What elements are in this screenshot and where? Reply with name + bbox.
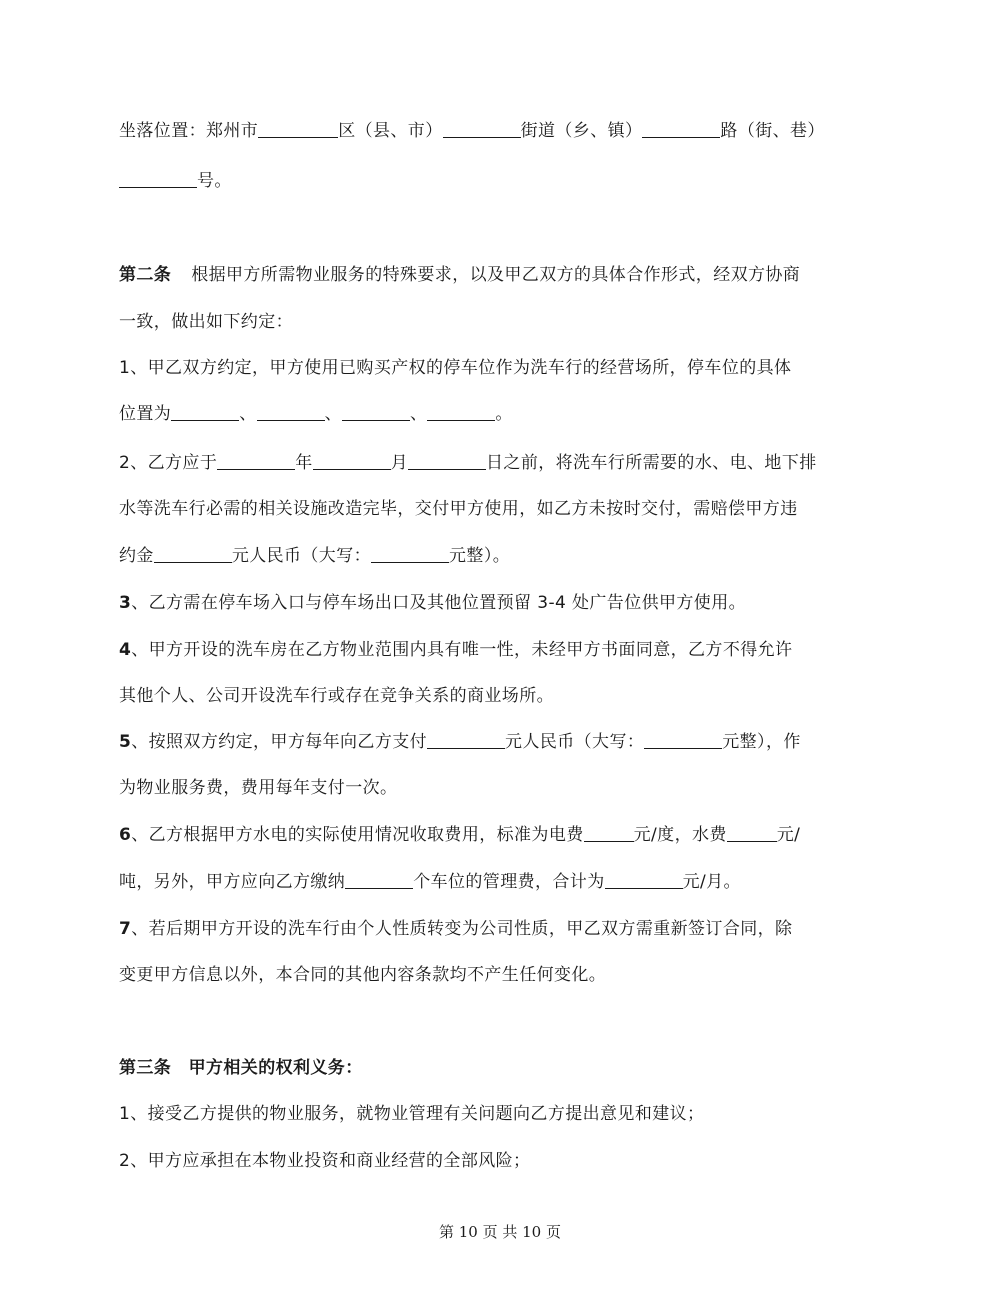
- article3-heading: 第三条 甲方相关的权利义务：: [119, 1058, 363, 1078]
- blank-road[interactable]: [642, 119, 720, 138]
- article2-item5-line-2: 为物业服务费，费用每年支付一次。: [119, 778, 398, 798]
- article2-item7-line-2: 变更甲方信息以外，本合同的其他内容条款均不产生任何变化。: [119, 965, 607, 985]
- location-city-label: 坐落位置：郑州市: [119, 121, 259, 141]
- article2-intro-line-2: 一致，做出如下约定：: [119, 312, 293, 332]
- article2-item1-line-2: 位置为 、 、 、 。: [119, 404, 513, 424]
- article2-heading: 第二条: [119, 265, 172, 285]
- blank-day[interactable]: [408, 451, 486, 470]
- page-number-footer: 第 10 页 共 10 页: [438, 1223, 561, 1241]
- blank-month[interactable]: [313, 451, 391, 470]
- blank-penalty-amount[interactable]: [154, 544, 232, 563]
- location-line-2: [119, 169, 232, 193]
- blank-position-2[interactable]: [257, 402, 325, 421]
- location-line-1: [119, 119, 825, 143]
- blank-water-rate[interactable]: [727, 823, 777, 842]
- article2-item2-line-3: 约金 元人民币（大写： 元整）。: [119, 546, 511, 566]
- article2-intro-line-1: 第二条 根据甲方所需物业服务的特殊要求，以及甲乙双方的具体合作形式，经双方协商: [119, 265, 801, 285]
- article2-item4-line-1: 4、甲方开设的洗车房在乙方物业范围内具有唯一性，未经甲方书面同意，乙方不得允许: [119, 640, 793, 660]
- blank-electricity-rate[interactable]: [584, 823, 634, 842]
- article2-item6-line-1: 6、乙方根据甲方水电的实际使用情况收取费用，标准为电费 元/度，水费 元/: [119, 825, 801, 845]
- blank-fee-amount[interactable]: [427, 730, 505, 749]
- blank-year[interactable]: [217, 451, 295, 470]
- blank-spaces-count[interactable]: [345, 870, 413, 889]
- location-road-label: 路（街、巷）: [720, 121, 825, 141]
- article2-item7-line-1: 7、若后期甲方开设的洗车行由个人性质转变为公司性质，甲乙双方需重新签订合同，除: [119, 919, 793, 939]
- blank-position-1[interactable]: [171, 402, 239, 421]
- article2-item5-line-1: 5、按照双方约定，甲方每年向乙方支付 元人民币（大写： 元整），作: [119, 732, 801, 752]
- article2-item4-line-2: 其他个人、公司开设洗车行或存在竞争关系的商业场所。: [119, 686, 554, 706]
- article2-item1-line-1: 1、甲乙双方约定，甲方使用已购买产权的停车位作为洗车行的经营场所，停车位的具体: [119, 358, 792, 378]
- blank-district[interactable]: [258, 119, 338, 138]
- blank-street[interactable]: [443, 119, 521, 138]
- location-number-label: 号。: [197, 171, 232, 191]
- article2-item2-line-1: 2、乙方应于 年 月 日之前，将洗车行所需要的水、电、地下排: [119, 453, 817, 473]
- article2-item2-line-2: 水等洗车行必需的相关设施改造完毕，交付甲方使用，如乙方未按时交付，需赔偿甲方违: [119, 499, 798, 519]
- blank-number[interactable]: [119, 169, 197, 188]
- blank-fee-amount-words[interactable]: [644, 730, 722, 749]
- location-street-label: 街道（乡、镇）: [520, 121, 643, 141]
- location-district-label: 区（县、市）: [338, 121, 443, 141]
- article2-item6-line-2: 吨，另外，甲方应向乙方缴纳 个车位的管理费，合计为 元/月。: [119, 872, 741, 892]
- blank-monthly-total[interactable]: [605, 870, 683, 889]
- article3-item1: 1、接受乙方提供的物业服务，就物业管理有关问题向乙方提出意见和建议；: [119, 1104, 705, 1124]
- blank-position-4[interactable]: [427, 402, 495, 421]
- blank-position-3[interactable]: [342, 402, 410, 421]
- article3-item2: 2、甲方应承担在本物业投资和商业经营的全部风险；: [119, 1151, 531, 1171]
- article2-item3: 3、乙方需在停车场入口与停车场出口及其他位置预留 3-4 处广告位供甲方使用。: [119, 593, 747, 613]
- blank-penalty-amount-words[interactable]: [371, 544, 449, 563]
